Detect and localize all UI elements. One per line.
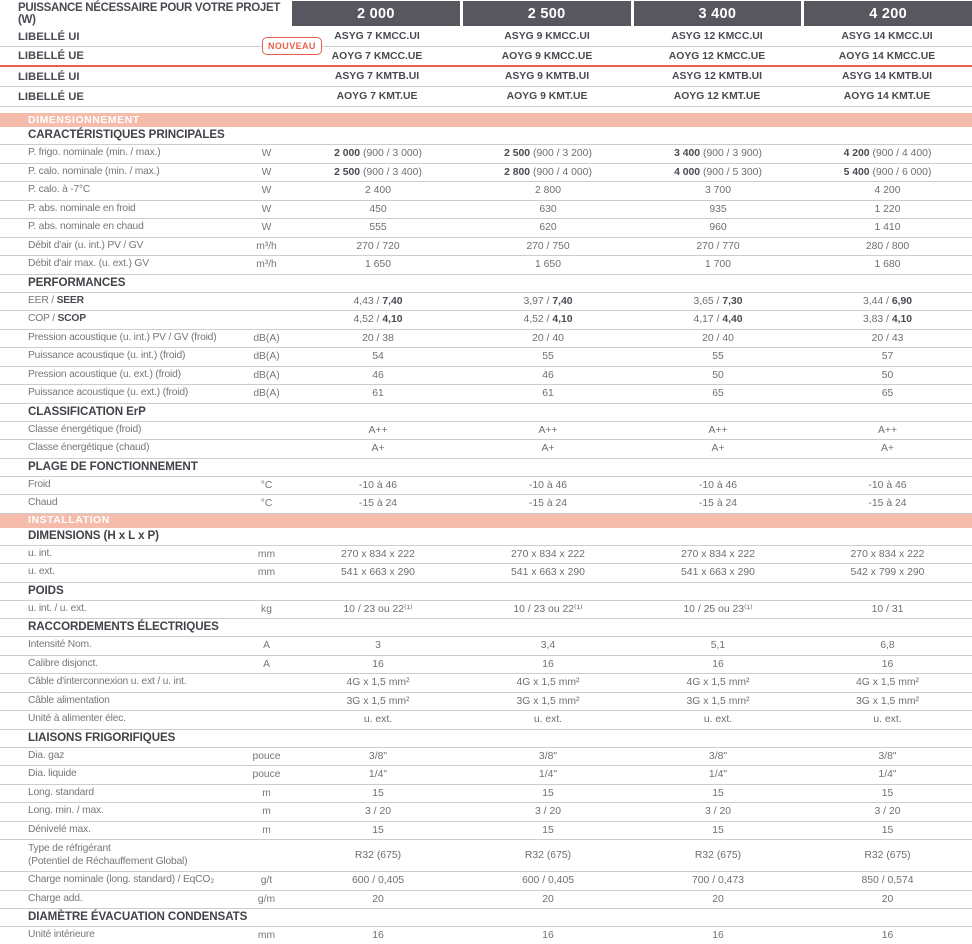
unit-cell: mm (257, 930, 276, 942)
value-cell: 3,65 / 7,30 (693, 295, 743, 307)
libelle-label: LIBELLÉ UI (18, 70, 80, 83)
value-cell: 20 / 40 (702, 332, 734, 344)
value-cell: 960 (709, 222, 727, 234)
table-row (0, 201, 972, 220)
libelle-row (0, 87, 972, 107)
unit-cell: m (262, 806, 271, 818)
row-label: Câble d'interconnexion u. ext / u. int. (28, 676, 187, 688)
value-cell: 54 (372, 351, 384, 363)
row-label: EER / SEER (28, 294, 84, 306)
value-cell: 61 (372, 388, 384, 400)
row-label: Classe énergétique (chaud) (28, 442, 150, 454)
value-cell: -10 à 46 (698, 479, 738, 491)
model-name: ASYG 12 KMCC.UI (671, 31, 763, 42)
value-cell: 16 (881, 658, 894, 670)
value-cell: 3 / 20 (535, 806, 561, 818)
unit-cell: m³/h (256, 259, 277, 271)
value-cell: 1/4" (538, 769, 558, 781)
value-cell: 65 (881, 388, 894, 400)
value-cell: 2 000 (900 / 3 000) (334, 148, 422, 160)
model-name: ASYG 7 KMCC.UI (334, 31, 420, 42)
value-cell: 6,8 (880, 640, 895, 652)
unit-cell: A (263, 640, 270, 652)
row-label: Long. standard (28, 786, 94, 798)
model-name: ASYG 12 KMTB.UI (671, 71, 763, 82)
value-cell: 4 000 (900 / 5 300) (674, 166, 762, 178)
model-name: AOYG 7 KMCC.UE (331, 50, 423, 62)
row-label: LIAISONS FRIGORIFIQUES (28, 730, 176, 744)
value-cell: 4,52 / 4,10 (523, 314, 573, 326)
row-label: u. int. / u. ext. (28, 602, 87, 614)
value-cell: 16 (881, 930, 894, 942)
unit-cell: pouce (252, 769, 281, 781)
value-cell: 542 x 799 x 290 (850, 567, 925, 579)
value-cell: A++ (708, 424, 728, 436)
table-row (0, 256, 972, 275)
unit-cell: W (261, 166, 272, 178)
value-cell: 1 650 (534, 259, 561, 271)
value-cell: 270 x 834 x 222 (850, 548, 925, 560)
unit-cell: mm (257, 548, 276, 560)
unit-cell: g/m (257, 893, 276, 905)
row-label: Froid (28, 478, 51, 490)
value-cell: 55 (542, 351, 554, 363)
row-label: u. int. (28, 547, 52, 559)
value-cell: 2 800 (900 / 4 000) (504, 166, 592, 178)
value-cell: 1/4" (368, 769, 388, 781)
row-label: PERFORMANCES (28, 275, 126, 289)
power-columns (292, 1, 972, 26)
value-cell: 3 / 20 (874, 806, 901, 818)
value-cell: u. ext. (873, 714, 902, 726)
unit-cell: dB(A) (253, 332, 280, 344)
value-cell: 1/4" (878, 769, 897, 781)
value-cell: 3/8" (708, 750, 728, 762)
value-cell: A+ (711, 443, 725, 455)
value-cell: 4 200 (900 / 4 400) (843, 148, 932, 160)
unit-cell: A (263, 658, 270, 670)
unit-cell: W (261, 148, 272, 160)
row-label: Puissance acoustique (u. int.) (froid) (28, 350, 186, 362)
power-column-header: 2 500 (463, 1, 631, 26)
row-label: Calibre disjonct. (28, 657, 98, 669)
value-cell: A+ (881, 443, 894, 455)
row-label: POIDS (28, 583, 64, 597)
row-label: Débit d'air (u. int.) PV / GV (28, 239, 144, 251)
value-cell: 46 (542, 369, 554, 381)
table-row (0, 785, 972, 804)
value-cell: 3G x 1,5 mm² (856, 695, 919, 707)
value-cell: 16 (542, 658, 554, 670)
value-cell: 3 400 (900 / 3 900) (674, 148, 762, 160)
value-cell: 1 650 (364, 259, 391, 271)
row-label: Charge nominale (long. standard) / EqCO₂ (28, 874, 215, 886)
value-cell: -10 à 46 (868, 479, 907, 491)
libelle-row (0, 47, 972, 67)
table-row (0, 164, 972, 183)
unit-cell: dB(A) (253, 388, 280, 400)
value-cell: 600 / 0,405 (352, 875, 404, 887)
value-cell: 541 x 663 x 290 (511, 567, 585, 579)
value-cell: 3 700 (704, 185, 731, 197)
value-cell: 3,44 / 6,90 (862, 295, 913, 307)
table-row (0, 348, 972, 367)
value-cell: 15 (881, 787, 894, 799)
row-label: Pression acoustique (u. ext.) (froid) (28, 368, 181, 380)
table-row (0, 182, 972, 201)
section-band (0, 113, 972, 127)
model-name: ASYG 9 KMTB.UI (504, 71, 590, 82)
value-cell: 270 x 834 x 222 (341, 548, 415, 560)
value-cell: 2 500 (900 / 3 200) (504, 148, 592, 160)
value-cell: 4G x 1,5 mm² (686, 677, 750, 689)
model-name: ASYG 14 KMTB.UI (841, 71, 933, 82)
spec-table (0, 113, 972, 944)
value-cell: 270 / 750 (526, 240, 570, 252)
power-column-header: 2 000 (292, 1, 460, 26)
value-cell: 1 700 (704, 259, 731, 271)
model-name: AOYG 9 KMCC.UE (501, 50, 593, 62)
value-cell: A++ (368, 424, 388, 436)
model-name: AOYG 7 KMT.UE (336, 91, 418, 102)
value-cell: 600 / 0,405 (522, 875, 574, 887)
model-name: AOYG 14 KMCC.UE (838, 50, 936, 62)
value-cell: 15 (542, 824, 554, 836)
value-cell: u. ext. (363, 714, 393, 726)
value-cell: R32 (675) (524, 850, 572, 861)
value-cell: 15 (372, 824, 384, 836)
section-header-row (0, 459, 972, 477)
table-row (0, 840, 972, 872)
value-cell: 4G x 1,5 mm² (856, 677, 919, 689)
table-row (0, 711, 972, 730)
row-label: P. abs. nominale en froid (28, 202, 136, 214)
value-cell: 15 (372, 787, 384, 799)
value-cell: -15 à 24 (528, 498, 568, 510)
value-cell: 10 / 23 ou 22⁽¹⁾ (513, 604, 583, 616)
unit-cell: kg (261, 603, 272, 615)
value-cell: -15 à 24 (698, 498, 738, 510)
table-row (0, 546, 972, 565)
unit-cell: dB(A) (253, 369, 280, 381)
section-header-row (0, 909, 972, 927)
row-label: P. abs. nominale en chaud (28, 221, 144, 233)
table-row (0, 927, 972, 944)
value-cell: 20 (712, 893, 724, 905)
value-cell: 15 (542, 787, 554, 799)
value-cell: 3 / 20 (365, 806, 391, 818)
row-label: COP / SCOP (28, 313, 86, 325)
value-cell: 1 220 (874, 203, 901, 215)
value-cell: 3/8" (538, 750, 558, 762)
value-cell: 270 / 720 (356, 240, 400, 252)
row-label: Pression acoustique (u. int.) PV / GV (froid) (28, 331, 217, 343)
value-cell: 1 680 (874, 259, 901, 271)
row-label: Dénivelé max. (28, 823, 91, 835)
unit-cell: °C (260, 479, 273, 491)
value-cell: 270 / 770 (696, 240, 740, 252)
value-cell: 16 (712, 930, 724, 942)
section-header-row (0, 275, 972, 293)
row-label: Câble alimentation (28, 694, 110, 706)
unit-cell: g/t (260, 875, 273, 887)
unit-cell: °C (260, 498, 273, 510)
value-cell: u. ext. (533, 714, 563, 726)
value-cell: 50 (712, 369, 724, 381)
value-cell: 20 / 43 (871, 332, 904, 344)
section-header-row (0, 127, 972, 145)
value-cell: -15 à 24 (358, 498, 398, 510)
table-row (0, 495, 972, 514)
table-row (0, 422, 972, 441)
value-cell: 270 x 834 x 222 (681, 548, 755, 560)
section-header-row (0, 528, 972, 546)
value-cell: 2 400 (364, 185, 391, 197)
table-row (0, 238, 972, 257)
value-cell: 3G x 1,5 mm² (686, 695, 750, 707)
model-name: AOYG 12 KMT.UE (673, 91, 761, 102)
libelle-label: LIBELLÉ UE (18, 50, 84, 62)
model-label-rows (0, 27, 972, 107)
value-cell: 55 (712, 351, 724, 363)
row-label: u. ext. (28, 566, 55, 578)
page-title: PUISSANCE NÉCESSAIRE POUR VOTRE PROJET (W) (18, 1, 281, 26)
libelle-row (0, 27, 972, 47)
model-name: ASYG 9 KMCC.UI (504, 31, 590, 42)
model-name: AOYG 12 KMCC.UE (668, 50, 766, 62)
table-row (0, 872, 972, 891)
row-label: Charge add. (28, 892, 83, 904)
value-cell: 65 (712, 388, 724, 400)
section-header-row (0, 404, 972, 422)
table-row (0, 766, 972, 785)
value-cell: 4,43 / 7,40 (353, 295, 403, 307)
row-label: Chaud (28, 497, 58, 509)
value-cell: 20 (372, 893, 384, 905)
libelle-row (0, 67, 972, 87)
value-cell: 3G x 1,5 mm² (346, 695, 410, 707)
table-row (0, 385, 972, 404)
value-cell: 2 800 (534, 185, 561, 197)
unit-cell: m³/h (256, 240, 277, 252)
value-cell: 61 (542, 388, 554, 400)
model-name: ASYG 7 KMTB.UI (334, 71, 420, 82)
value-cell: 3/8" (878, 750, 897, 762)
unit-cell: pouce (252, 750, 281, 762)
table-row (0, 637, 972, 656)
value-cell: 20 / 40 (532, 332, 564, 344)
unit-cell: dB(A) (253, 351, 280, 363)
value-cell: 46 (372, 369, 384, 381)
section-header-row (0, 583, 972, 601)
value-cell: R32 (675) (864, 850, 911, 861)
table-row (0, 601, 972, 620)
value-cell: 3,83 / 4,10 (862, 314, 913, 326)
row-label: P. calo. à -7°C (28, 184, 91, 196)
row-label: RACCORDEMENTS ÉLECTRIQUES (28, 620, 219, 634)
table-row (0, 891, 972, 910)
row-label: Dia. gaz (28, 749, 65, 761)
value-cell: 10 / 23 ou 22⁽¹⁾ (343, 604, 413, 616)
row-label: Débit d'air max. (u. ext.) GV (28, 258, 149, 270)
table-row (0, 656, 972, 675)
value-cell: 2 500 (900 / 3 400) (334, 166, 422, 178)
table-row (0, 477, 972, 496)
value-cell: 3,97 / 7,40 (523, 295, 573, 307)
table-row (0, 219, 972, 238)
row-label: Intensité Nom. (28, 639, 92, 651)
unit-cell: mm (257, 567, 276, 579)
value-cell: 270 x 834 x 222 (511, 548, 585, 560)
value-cell: 620 (539, 222, 557, 234)
value-cell: 541 x 663 x 290 (681, 567, 755, 579)
value-cell: 1 410 (874, 222, 901, 234)
row-label: Unité à alimenter élec. (28, 713, 126, 725)
value-cell: -15 à 24 (868, 498, 907, 510)
value-cell: 541 x 663 x 290 (341, 567, 415, 579)
value-cell: 20 (542, 893, 554, 905)
value-cell: 935 (709, 203, 727, 215)
table-row (0, 330, 972, 349)
table-row (0, 803, 972, 822)
row-label: Dia. liquide (28, 768, 77, 780)
power-header-row (0, 0, 972, 27)
value-cell: 630 (539, 203, 557, 215)
table-row (0, 822, 972, 841)
value-cell: 20 (881, 893, 894, 905)
product-header (0, 0, 972, 107)
row-label: P. calo. nominale (min. / max.) (28, 165, 160, 177)
row-label: P. frigo. nominale (min. / max.) (28, 147, 161, 159)
value-cell: R32 (675) (694, 850, 742, 861)
row-label: Classe énergétique (froid) (28, 423, 142, 435)
table-row (0, 440, 972, 459)
unit-cell: W (261, 185, 272, 197)
value-cell: 50 (881, 369, 894, 381)
value-cell: 20 / 38 (362, 332, 394, 344)
libelle-label: LIBELLÉ UE (18, 90, 84, 103)
power-column-header: 4 200 (804, 1, 972, 26)
unit-cell: m (262, 824, 271, 836)
value-cell: 5,1 (710, 640, 726, 652)
table-row (0, 564, 972, 583)
row-label: DIMENSIONS (H x L x P) (28, 528, 159, 542)
row-label: CARACTÉRISTIQUES PRINCIPALES (28, 128, 225, 142)
unit-cell: W (261, 203, 272, 215)
unit-cell: m (262, 787, 271, 799)
value-cell: 4,17 / 4,40 (693, 314, 743, 326)
row-label: DIMENSIONNEMENT (28, 114, 140, 126)
value-cell: 450 (369, 203, 387, 215)
table-row (0, 311, 972, 330)
value-cell: -10 à 46 (528, 479, 568, 491)
unit-cell: W (261, 222, 272, 234)
value-cell: 57 (881, 351, 894, 363)
row-label: INSTALLATION (28, 515, 110, 526)
row-label: Unité intérieure (28, 929, 95, 941)
value-cell: 10 / 25 ou 23⁽¹⁾ (683, 604, 753, 616)
table-row (0, 145, 972, 164)
value-cell: 16 (712, 658, 724, 670)
value-cell: 16 (542, 930, 554, 942)
value-cell: -10 à 46 (358, 479, 398, 491)
row-label: Long. min. / max. (28, 805, 104, 817)
value-cell: 3/8" (368, 750, 388, 762)
value-cell: 15 (712, 824, 724, 836)
value-cell: 10 / 31 (871, 603, 904, 615)
table-row (0, 293, 972, 312)
value-cell: 850 / 0,574 (861, 875, 914, 887)
value-cell: R32 (675) (354, 850, 402, 861)
value-cell: 16 (372, 930, 384, 942)
value-cell: 5 400 (900 / 6 000) (843, 166, 932, 178)
row-label: Type de réfrigérant (Potentiel de Réchauffement Global) (28, 842, 188, 867)
value-cell: 15 (712, 787, 724, 799)
value-cell: 4G x 1,5 mm² (346, 677, 410, 689)
row-label: DIAMÈTRE ÉVACUATION CONDENSATS (28, 910, 248, 924)
libelle-label: LIBELLÉ UI (18, 30, 80, 43)
value-cell: u. ext. (703, 714, 733, 726)
value-cell: 280 / 800 (865, 240, 910, 252)
value-cell: 4G x 1,5 mm² (516, 677, 580, 689)
model-name: AOYG 9 KMT.UE (506, 91, 588, 102)
power-column-header: 3 400 (634, 1, 802, 26)
value-cell: A+ (541, 443, 555, 455)
value-cell: A++ (877, 424, 898, 436)
table-row (0, 674, 972, 693)
model-name: AOYG 14 KMT.UE (843, 91, 931, 102)
section-band (0, 514, 972, 528)
value-cell: A+ (371, 443, 385, 455)
table-row (0, 367, 972, 386)
value-cell: A++ (538, 424, 558, 436)
row-label: PLAGE DE FONCTIONNEMENT (28, 459, 198, 473)
value-cell: 4,52 / 4,10 (353, 314, 403, 326)
value-cell: 1/4" (708, 769, 728, 781)
value-cell: 4 200 (874, 185, 901, 197)
value-cell: 3,4 (540, 640, 556, 652)
value-cell: 15 (881, 824, 894, 836)
value-cell: 16 (372, 658, 384, 670)
value-cell: 3G x 1,5 mm² (516, 695, 580, 707)
section-header-row (0, 619, 972, 637)
table-row (0, 693, 972, 712)
section-header-row (0, 730, 972, 748)
table-row (0, 748, 972, 767)
value-cell: 555 (369, 222, 387, 234)
row-label: Puissance acoustique (u. ext.) (froid) (28, 387, 189, 399)
value-cell: 3 / 20 (705, 806, 731, 818)
model-name: ASYG 14 KMCC.UI (841, 31, 933, 42)
value-cell: 3 (375, 640, 381, 652)
value-cell: 700 / 0,473 (692, 875, 744, 887)
row-label: CLASSIFICATION ErP (28, 404, 146, 418)
nouveau-badge: NOUVEAU (262, 37, 322, 55)
